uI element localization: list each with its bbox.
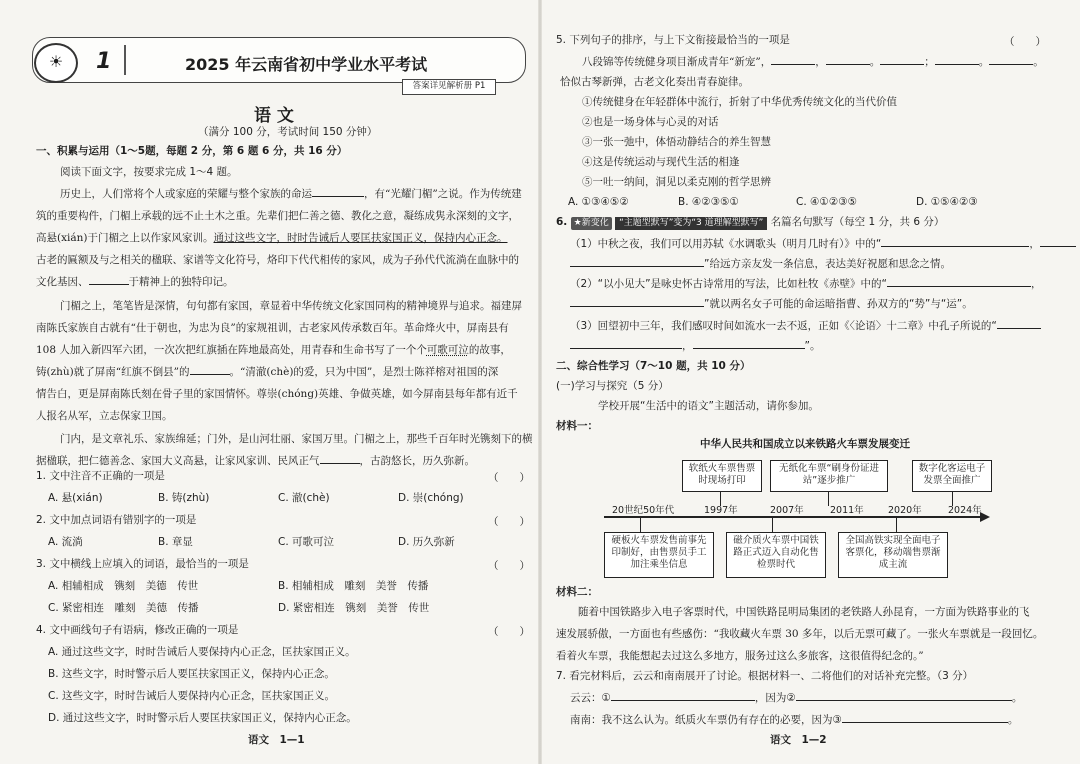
question-1: 1. 文中注音不正确的一项是 bbox=[36, 470, 165, 482]
q6-sub1: （1）中秋之夜，我们可以用苏轼《水调歌头（明月几时有）》中的“ ， bbox=[570, 238, 1076, 251]
answer-paren[interactable]: （ ） bbox=[488, 560, 530, 572]
connector bbox=[828, 492, 829, 506]
fill-blank[interactable] bbox=[1040, 246, 1076, 247]
blank-line bbox=[190, 374, 230, 375]
q5-item: ③一张一弛中，体悟动静结合的养生智慧 bbox=[582, 136, 771, 148]
q5-option[interactable]: A. ①③④⑤② bbox=[568, 196, 629, 208]
reading-instruction: 阅读下面文字，按要求完成 1～4 题。 bbox=[60, 166, 238, 178]
q6-sub3: （3）回望初中三年，我们感叹时间如流水一去不返，正如《〈论语〉十二章》中孔子所说的“ bbox=[570, 320, 1041, 333]
blank-line bbox=[312, 196, 364, 197]
q6-sub1-cont: ”给远方亲友发一条信息，表达美好祝愿和思念之情。 bbox=[570, 258, 951, 271]
bottom-box-magnetic-ticket: 磁介质火车票中国铁路正式迈入自动化售检票时代 bbox=[726, 532, 826, 578]
top-box-digital-invoice: 数字化客运电子发票全面推广 bbox=[912, 460, 992, 492]
passage-line: 人报名从军，立志保家卫国。 bbox=[36, 410, 173, 422]
connector bbox=[640, 518, 641, 532]
subject-title: 语 文 bbox=[254, 106, 294, 126]
year-label: 2011年 bbox=[830, 505, 864, 516]
question-3: 3. 文中横线上应填入的词语，最恰当的一项是 bbox=[36, 558, 249, 570]
blank-line bbox=[320, 463, 360, 464]
dialogue-yunyun: 云云：① ，因为② 。 bbox=[570, 692, 1023, 704]
material-1-label: 材料一： bbox=[556, 420, 598, 432]
q3-option-d[interactable]: D. 紧密相连 镌刻 美誉 传世 bbox=[278, 602, 430, 614]
q4-option[interactable]: B. 这些文字，时时警示后人要匡扶家国正义，保持内心正念。 bbox=[48, 668, 335, 680]
activity-intro: 学校开展“生活中的语文”主题活动，请你参加。 bbox=[598, 400, 819, 412]
q5-option[interactable]: B. ④②③⑤① bbox=[678, 196, 739, 208]
q6-sub3-cont: ， ”。 bbox=[570, 340, 820, 353]
connector bbox=[896, 518, 897, 532]
section2-subheading: (一)学习与探究（5 分） bbox=[556, 380, 669, 392]
timeline-arrowhead bbox=[980, 512, 990, 522]
year-label: 2007年 bbox=[770, 505, 804, 516]
question-7: 7. 看完材料后，云云和南南展开了讨论。根据材料一、二将他们的对话补充完整。（3 分） bbox=[556, 670, 974, 682]
passage-line: 历史上，人们常将个人或家庭的荣耀与整个家族的命运 ，有“光耀门楣”之说。作为传统建 bbox=[60, 188, 522, 200]
blank-line[interactable] bbox=[771, 64, 815, 65]
passage-line: 门内，是文章礼乐、家族绵延；门外，是山河壮丽、家国万里。门楣之上，那些千百年时光镌刻下的横 bbox=[60, 433, 533, 445]
right-page bbox=[542, 0, 1080, 764]
q5-item: ⑤一吐一纳间，洞见以柔克刚的哲学思辨 bbox=[582, 176, 771, 188]
bottom-box-hard-ticket: 硬板火车票发售前事先印制好，由售票员手工加注乘坐信息 bbox=[604, 532, 714, 578]
passage-line: 南陈氏家族自古就有“仕于朝也，为忠为良”的家规祖训，古老家风传承数百年。革命烽火中，屏南县有 bbox=[36, 322, 509, 334]
timeline-diagram bbox=[604, 430, 1024, 582]
q5-context-line: 恰似古琴新弹，古老文化奏出青春旋律。 bbox=[560, 76, 749, 88]
header-divider bbox=[124, 45, 126, 75]
q5-item: ②也是一场身体与心灵的对话 bbox=[582, 116, 719, 128]
exam-title: 2025 年云南省初中学业水平考试 bbox=[185, 55, 428, 74]
paper-number: 1 bbox=[96, 49, 112, 74]
fill-blank[interactable] bbox=[842, 722, 1008, 723]
fill-blank[interactable] bbox=[611, 700, 755, 701]
question-2: 2. 文中加点词语有错别字的一项是 bbox=[36, 514, 197, 526]
blank-line[interactable] bbox=[826, 64, 870, 65]
year-label: 1997年 bbox=[704, 505, 738, 516]
fill-blank[interactable] bbox=[887, 286, 1031, 287]
fill-blank[interactable] bbox=[796, 700, 1012, 701]
passage-line: 门楣之上，笔笔皆是深情，句句都有家国，章显着中华传统文化家国同构的精神境界与追求。福建屏 bbox=[60, 300, 522, 312]
answer-paren[interactable]: （ ） bbox=[488, 472, 530, 484]
passage-line: 文化基因、 于精神上的独特印记。 bbox=[36, 276, 234, 288]
bottom-box-e-ticket: 全国高铁实现全面电子客票化，移动端售票渐成主流 bbox=[838, 532, 948, 578]
exam-info: （满分 100 分，考试时间 150 分钟） bbox=[198, 126, 378, 138]
year-label: 20世纪50年代 bbox=[612, 505, 675, 516]
fill-blank[interactable] bbox=[693, 348, 805, 349]
year-label: 2024年 bbox=[948, 505, 982, 516]
q4-option[interactable]: D. 通过这些文字，时时警示后人要匡扶家国正义，保持内心正念。 bbox=[48, 712, 357, 724]
q5-option[interactable]: C. ④①②③⑤ bbox=[796, 196, 858, 208]
q2-option[interactable]: B. 章显 bbox=[158, 536, 193, 548]
passage-line: 古老的匾额及与之相关的楹联、家谱等文化符号，烙印下代代相传的家风，成为子孙代代流淌在血脉中的 bbox=[36, 254, 519, 266]
q1-option[interactable]: D. 崇(chóng) bbox=[398, 492, 464, 504]
year-label: 2020年 bbox=[888, 505, 922, 516]
q4-option[interactable]: C. 这些文字，时时告诫后人要保持内心正念，匡扶家国正义。 bbox=[48, 690, 336, 702]
q3-option-a[interactable]: A. 相辅相成 镌刻 美德 传世 bbox=[48, 580, 199, 592]
fill-blank[interactable] bbox=[570, 266, 704, 267]
q3-option-b[interactable]: B. 相辅相成 雕刻 美誉 传播 bbox=[278, 580, 429, 592]
blank-line bbox=[89, 284, 129, 285]
top-box-paperless: 无纸化车票“刷身份证进站”逐步推广 bbox=[770, 460, 888, 492]
footer-page-number: 语文 1—1 bbox=[248, 734, 305, 746]
answer-paren[interactable]: （ ） bbox=[488, 516, 530, 528]
q1-option[interactable]: C. 澈(chè) bbox=[278, 492, 330, 504]
fill-blank[interactable] bbox=[570, 306, 704, 307]
question-4: 4. 文中画线句子有语病，修改正确的一项是 bbox=[36, 624, 239, 636]
diagram-title: 中华人民共和国成立以来铁路火车票发展变迁 bbox=[700, 438, 910, 450]
q5-context-line: 八段锦等传统健身项目渐成青年“新宠”， ， 。 ； 。 。 bbox=[582, 56, 1044, 68]
q6-sub2: （2）“以小见大”是咏史怀古诗常用的写法，比如杜牧《赤壁》中的“ ， bbox=[570, 278, 1042, 290]
top-box-soft-ticket: 软纸火车票售票时现场打印 bbox=[682, 460, 762, 492]
answer-reference: 答案详见解析册 P1 bbox=[402, 79, 496, 95]
passage-line: 铸(zhù)就了屏南“红旗不倒县”的 。“清澈(chè)的爱，只为中国”，是烈士陈祥榕对祖国的深 bbox=[36, 366, 499, 378]
q1-option[interactable]: A. 悬(xián) bbox=[48, 492, 103, 504]
timeline-axis bbox=[604, 516, 982, 518]
marked-sentence: 通过这些文字，时时告诫后人要匡扶家国正义，保持内心正念。 bbox=[213, 232, 508, 244]
passage-line: 108 人加入新四军六团，一次次把红旗插在阵地最高处，用青春和生命书写了一个个可歌可泣的故事， bbox=[36, 344, 511, 356]
material-2-label: 材料二： bbox=[556, 586, 598, 598]
blank-line[interactable] bbox=[989, 64, 1033, 65]
material-2-line: 速发展骄傲，一方面也有些感伤：“我收藏火车票 30 多年，以后无票可藏了。一张火车票就是一段回忆。 bbox=[556, 628, 1044, 640]
q5-item: ④这是传统运动与现代生活的相逢 bbox=[582, 156, 740, 168]
section2-heading: 二、综合性学习（7～10 题，共 10 分） bbox=[556, 360, 751, 372]
change-description-tag: “主题型默写”变为“3 道理解型默写” bbox=[615, 217, 767, 230]
q2-option[interactable]: D. 历久弥新 bbox=[398, 536, 455, 548]
question-5: 5. 下列句子的排序，与上下文衔接最恰当的一项是 bbox=[556, 34, 790, 46]
q6-sub2-cont: ”就以两名女子可能的命运暗指曹、孙双方的“势”与“运”。 bbox=[570, 298, 973, 311]
blank-line[interactable] bbox=[880, 64, 924, 65]
footer-page-number: 语文 1—2 bbox=[770, 734, 827, 746]
q2-option[interactable]: A. 流淌 bbox=[48, 536, 83, 548]
q5-option[interactable]: D. ①⑤④②③ bbox=[916, 196, 978, 208]
q5-item: ①传统健身在年轻群体中流行，折射了中华优秀传统文化的当代价值 bbox=[582, 96, 897, 108]
dotted-word: 可歌可泣 bbox=[426, 344, 469, 356]
logo-emblem: ☀ bbox=[34, 43, 78, 83]
q3-option-c[interactable]: C. 紧密相连 雕刻 美德 传播 bbox=[48, 602, 199, 614]
section1-heading: 一、积累与运用（1～5题，每题 2 分，第 6 题 6 分，共 16 分） bbox=[36, 145, 348, 157]
connector bbox=[772, 518, 773, 532]
passage-line: 筑的重要构件，门楣上承载的远不止土木之重。先辈们把仁善之德、教化之意，凝练成隽永深刻的文字， bbox=[36, 210, 519, 222]
answer-paren[interactable]: （ ） bbox=[1004, 36, 1046, 48]
q2-option[interactable]: C. 可歌可泣 bbox=[278, 536, 335, 548]
material-2-line: 随着中国铁路步入电子客票时代，中国铁路昆明局集团的老铁路人孙昆育，一方面为铁路事业的飞 bbox=[578, 606, 1030, 618]
fill-blank[interactable] bbox=[997, 328, 1041, 329]
new-change-tag: ★新变化 bbox=[571, 217, 612, 230]
fill-blank[interactable] bbox=[881, 246, 1029, 247]
blank-line[interactable] bbox=[935, 64, 979, 65]
dialogue-nannan: 南南：我不这么认为。纸质火车票仍有存在的必要，因为③ 。 bbox=[570, 714, 1019, 726]
fill-blank[interactable] bbox=[570, 348, 682, 349]
material-2-line: 看着火车票，我能想起去过这么多地方，服务过这么多旅客，这很值得纪念的。” bbox=[556, 650, 924, 662]
q4-option[interactable]: A. 通过这些文字，时时告诫后人要保持内心正念，匡扶家国正义。 bbox=[48, 646, 356, 658]
answer-paren[interactable]: （ ） bbox=[488, 626, 530, 638]
passage-line: 高悬(xián)于门楣之上以作家风家训。通过这些文字，时时告诫后人要匡扶家国正义，保持内心正念。 bbox=[36, 232, 508, 244]
question-6: 6. ★新变化 “主题型默写”变为“3 道理解型默写” 名篇名句默写（每空 1 分，共 6 分） bbox=[556, 216, 945, 228]
passage-line: 情告白，更是屏南陈氏刻在骨子里的家国情怀。尊崇(chóng)英雄、争做英雄，如今屏南县每年都有近千 bbox=[36, 388, 518, 400]
q1-option[interactable]: B. 铸(zhù) bbox=[158, 492, 210, 504]
passage-line: 据楹联，把仁德善念、家国大义高悬，让家风家训、民风正气 ，古韵悠长，历久弥新。 bbox=[36, 455, 475, 467]
